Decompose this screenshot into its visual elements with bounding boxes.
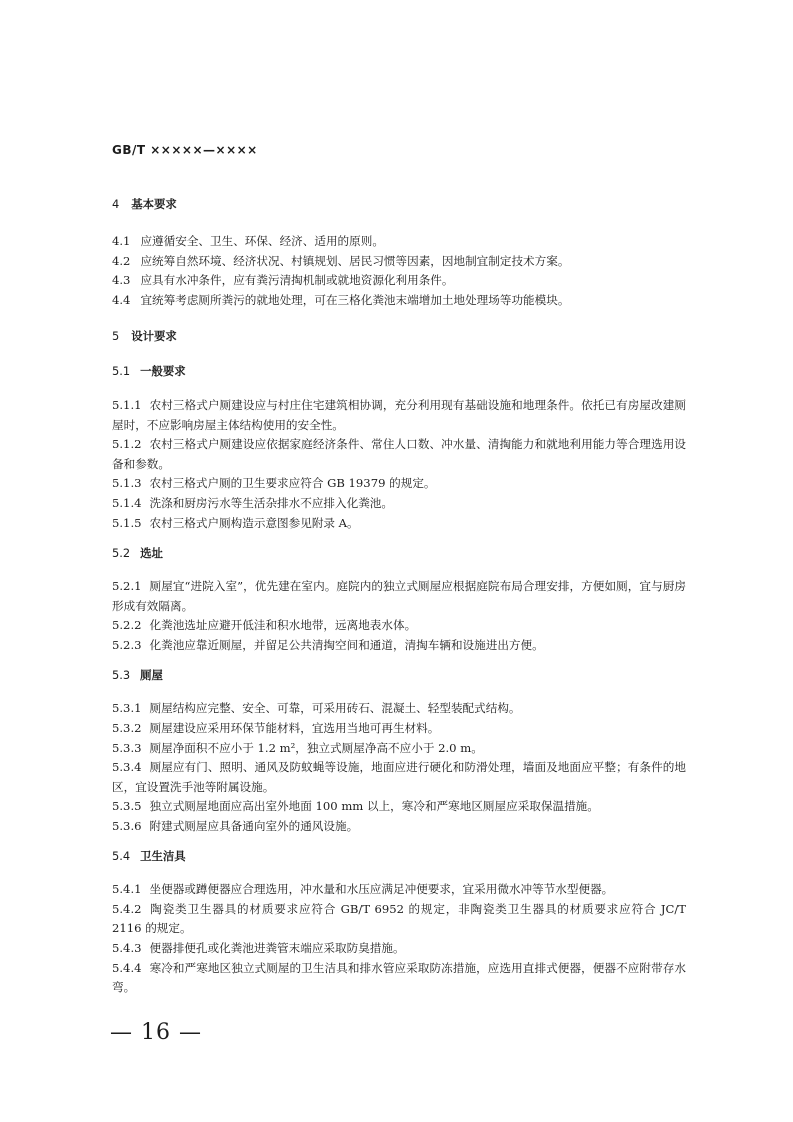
clause-5-1-4: 5.1.4 洗涤和厨房污水等生活杂排水不应排入化粪池。	[112, 495, 393, 510]
section-5-3-heading: 5.3 厕屋	[112, 668, 163, 683]
clause-5-3-2: 5.3.2 厕屋建设应采用环保节能材料，宜选用当地可再生材料。	[112, 720, 440, 735]
clause-5-3-4: 5.3.4 厕屋应有门、照明、通风及防蚊蝇等设施，地面应进行硬化和防滑处理，墙面及地面应平整；有条件的地区，宜设置洗手池等附属设施。	[112, 760, 686, 794]
page-number: — 16 —	[110, 1020, 202, 1045]
clause-5-2-2: 5.2.2 化粪池选址应避开低洼和积水地带，远离地表水体。	[112, 618, 417, 633]
section-5-heading: 5 设计要求	[112, 329, 177, 344]
clause-5-4-1: 5.4.1 坐便器或蹲便器应合理选用，冲水量和水压应满足冲便要求，宜采用微水冲等节水型便器。	[112, 882, 614, 897]
clause-5-4-2: 5.4.2 陶瓷类卫生器具的材质要求应符合 GB/T 6952 的规定，非陶瓷类卫生器具的材质要求应符合 JC/T 2116 的规定。	[112, 901, 686, 936]
clause-5-3-6: 5.3.6 附建式厕屋应具备通向室外的通风设施。	[112, 818, 359, 833]
clause-5-2-3: 5.2.3 化粪池应靠近厕屋，并留足公共清掏空间和通道，清掏车辆和设施进出方便。	[112, 637, 544, 652]
section-5-2-heading: 5.2 选址	[112, 546, 163, 561]
clause-5-1-5: 5.1.5 农村三格式户厕构造示意图参见附录 A。	[112, 515, 359, 530]
clause-5-2-1: 5.2.1 厕屋宜“进院入室”，优先建在室内。庭院内的独立式厕屋应根据庭院布局合理安排，方便如厕，宜与厨房形成有效隔离。	[112, 579, 686, 613]
section-number: 4	[112, 197, 120, 211]
clause-5-1-2: 5.1.2 农村三格式户厕建设应依据家庭经济条件、常住人口数、冲水量、清掏能力和就地利用能力等合理选用设备和参数。	[112, 437, 686, 471]
clause-5-3-1: 5.3.1 厕屋结构应完整、安全、可靠，可采用砖石、混凝土、轻型装配式结构。	[112, 701, 521, 716]
clause-5-4-4: 5.4.4 寒冷和严寒地区独立式厕屋的卫生洁具和排水管应采取防冻措施，应选用直排式便器，便器不应附带存水弯。	[112, 960, 686, 994]
clause-4-1: 4.1 应遵循安全、卫生、环保、经济、适用的原则。	[112, 234, 384, 248]
clause-4-3: 4.3 应具有水冲条件，应有粪污清掏机制或就地资源化利用条件。	[112, 273, 454, 288]
clause-4-4: 4.4 宜统筹考虑厕所粪污的就地处理，可在三格化粪池末端增加土地处理场等功能模块。	[112, 292, 570, 307]
standard-header: GB/T ×××××—××××	[112, 143, 258, 157]
section-4-heading	[112, 196, 686, 213]
clause-5-1-1: 5.1.1 农村三格式户厕建设应与村庄住宅建筑相协调，充分利用现有基础设施和地理条件。依托已有房屋改建厕屋时，不应影响房屋主体结构使用的安全性。	[112, 398, 686, 432]
section-title: 基本要求	[131, 197, 177, 211]
document-body	[112, 196, 686, 998]
clause-5-1-3: 5.1.3 农村三格式户厕的卫生要求应符合 GB 19379 的规定。	[112, 476, 436, 491]
clause-5-3-5: 5.3.5 独立式厕屋地面应高出室外地面 100 mm 以上，寒冷和严寒地区厕屋应采取保温措施。	[112, 799, 599, 814]
section-5-1-heading: 5.1 一般要求	[112, 364, 186, 379]
section-5-4-heading: 5.4 卫生洁具	[112, 849, 186, 864]
clause-5-4-3: 5.4.3 便器排便孔或化粪池进粪管末端应采取防臭措施。	[112, 940, 405, 955]
clause-5-3-3: 5.3.3 厕屋净面积不应小于 1.2 m²，独立式厕屋净高不应小于 2.0 m。	[112, 740, 483, 755]
clause-4-2: 4.2 应统筹自然环境、经济状况、村镇规划、居民习惯等因素，因地制宜制定技术方案。	[112, 253, 570, 268]
